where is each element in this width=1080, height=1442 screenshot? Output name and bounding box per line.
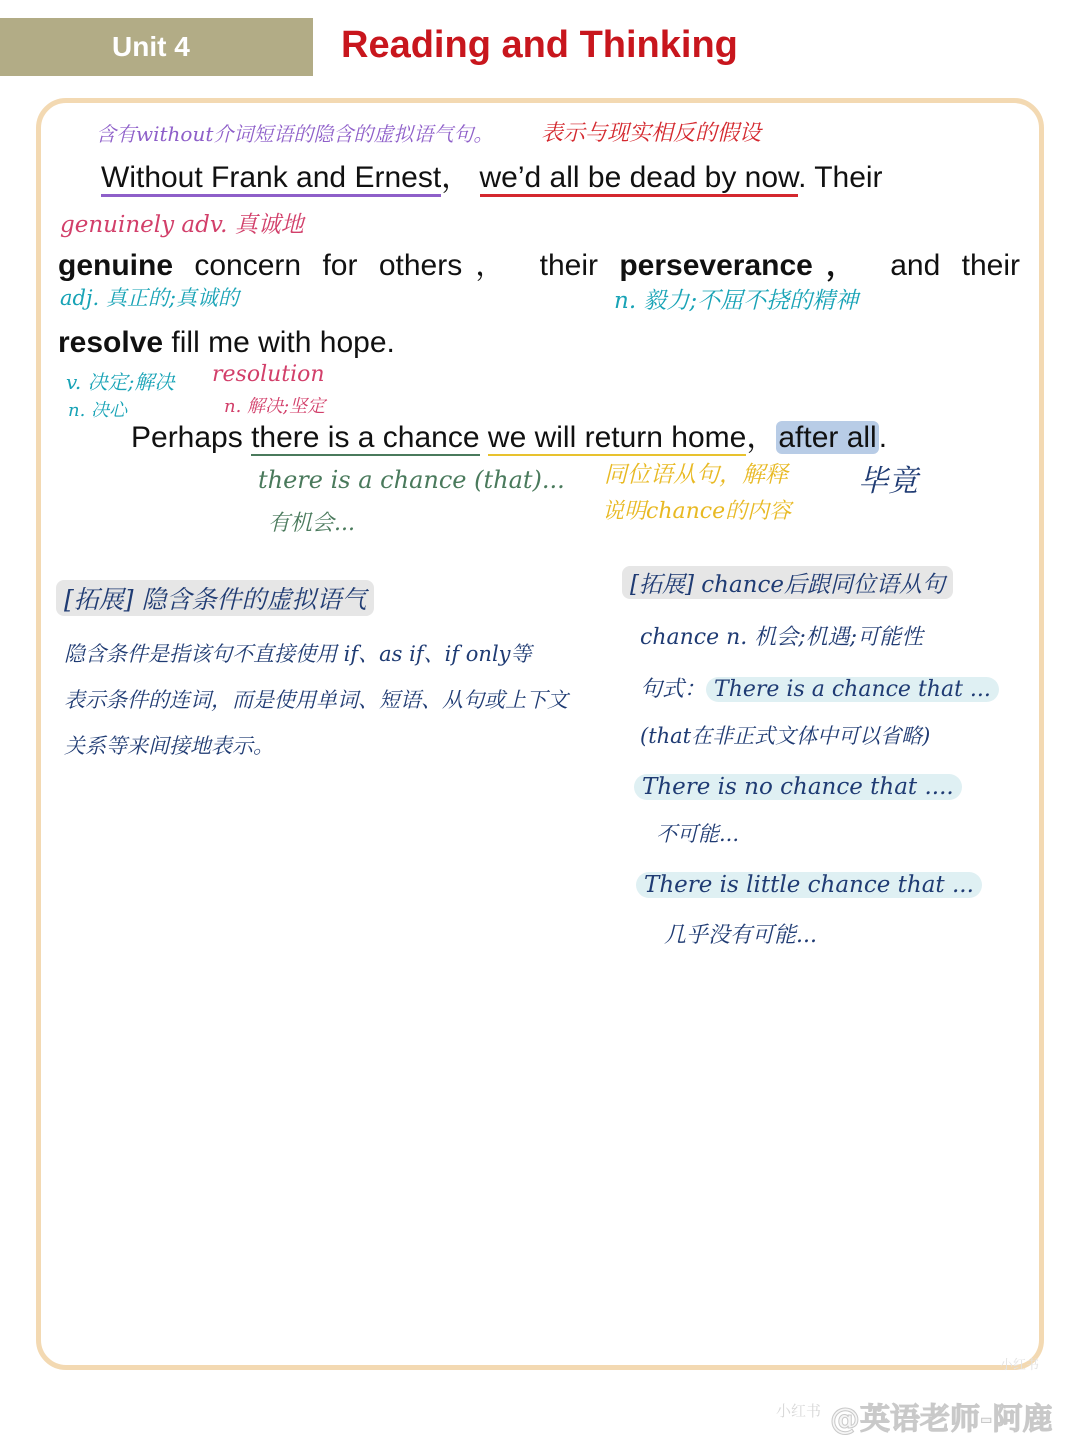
note-perseverance-def: n. 毅力;不屈不挠的精神 [614,288,859,314]
note-chance-pattern: there is a chance (that)... [258,466,565,494]
note-genuinely: genuinely adv. 真诚地 [60,212,304,238]
word-perseverance: perseverance， [619,249,869,282]
page-title: Reading and Thinking [341,24,738,66]
text-fill-me: fill me with hope. [163,326,395,359]
word-perhaps: Perhaps [131,421,252,454]
watermark-prefix: 小红书 [776,1402,822,1420]
phrase-after-all: after all [778,421,877,454]
word-their: their [961,249,1020,282]
sentence-line-1 [101,152,883,196]
phrase-dead-by-now: we’d all be dead by now [480,161,799,197]
comma: ， [746,421,777,454]
word-and: and [890,249,941,282]
note-chance-cn: 有机会... [268,511,355,536]
space [480,421,488,454]
note-resolution: resolution [212,362,325,387]
pattern-little-chance-cn: 几乎没有可能... [664,923,817,948]
pattern-chance-that: There is a chance that ... [706,677,999,702]
note-appositive: 同位语从句，解释 [604,462,788,488]
note-genuine-def: adj. 真正的;真诚的 [60,286,239,310]
note-resolve-noun: n. 决心 [68,400,128,421]
phrase-without: Without Frank and Ernest [101,161,441,197]
note-without-clause: 含有without介词短语的隐含的虚拟语气句。 [96,122,494,146]
pattern-note: (that在非正式文体中可以省略) [640,724,931,748]
comma: ， [441,161,472,194]
pattern-no-chance-cn: 不可能... [656,822,740,846]
note-appositive-2: 说明chance的内容 [602,499,792,524]
pattern-label: 句式： [640,677,707,702]
phrase-return-home: we will return home [487,421,747,454]
pattern-row [640,672,999,703]
word-genuine: genuine [58,249,174,282]
word-concern: concern [194,249,302,282]
phrase-there-is-a-chance: there is a chance [251,421,480,454]
left-extension-line: 关系等来间接地表示。 [64,734,274,758]
left-extension-line: 表示条件的连词，而是使用单词、短语、从句或上下文 [64,688,568,712]
period: . [878,421,888,454]
watermark-logo: 小红书 [1000,1358,1040,1373]
note-after-all-cn: 毕竟 [858,464,918,499]
right-extension-title: [拓展] chance后跟同位语从句 [622,566,953,599]
sentence-line-2 [58,240,1020,284]
pattern-little-chance: There is little chance that ... [636,872,982,898]
sentence-line-4 [131,412,887,456]
word-for: for [322,249,358,282]
unit-tab: Unit 4 [0,18,313,76]
sentence-line-3 [58,326,395,360]
left-extension-line: 隐含条件是指该句不直接使用 if、as if、if only等 [64,642,532,666]
note-resolve-verb: v. 决定;解决 [66,370,175,394]
left-extension-title: [拓展] 隐含条件的虚拟语气 [56,580,374,616]
word-others: others， [378,249,519,282]
word-their: their [539,249,598,282]
word-resolve: resolve [58,326,164,359]
pattern-no-chance: There is no chance that .... [634,774,962,800]
chance-definition: chance n. 机会;机遇;可能性 [640,625,924,650]
watermark: @英语老师-阿鹿 [830,1402,1053,1437]
note-contrary-hypothesis: 表示与现实相反的假设 [541,121,762,146]
note-resolution-def: n. 解决;坚定 [224,396,326,417]
text-their: . Their [798,161,883,194]
